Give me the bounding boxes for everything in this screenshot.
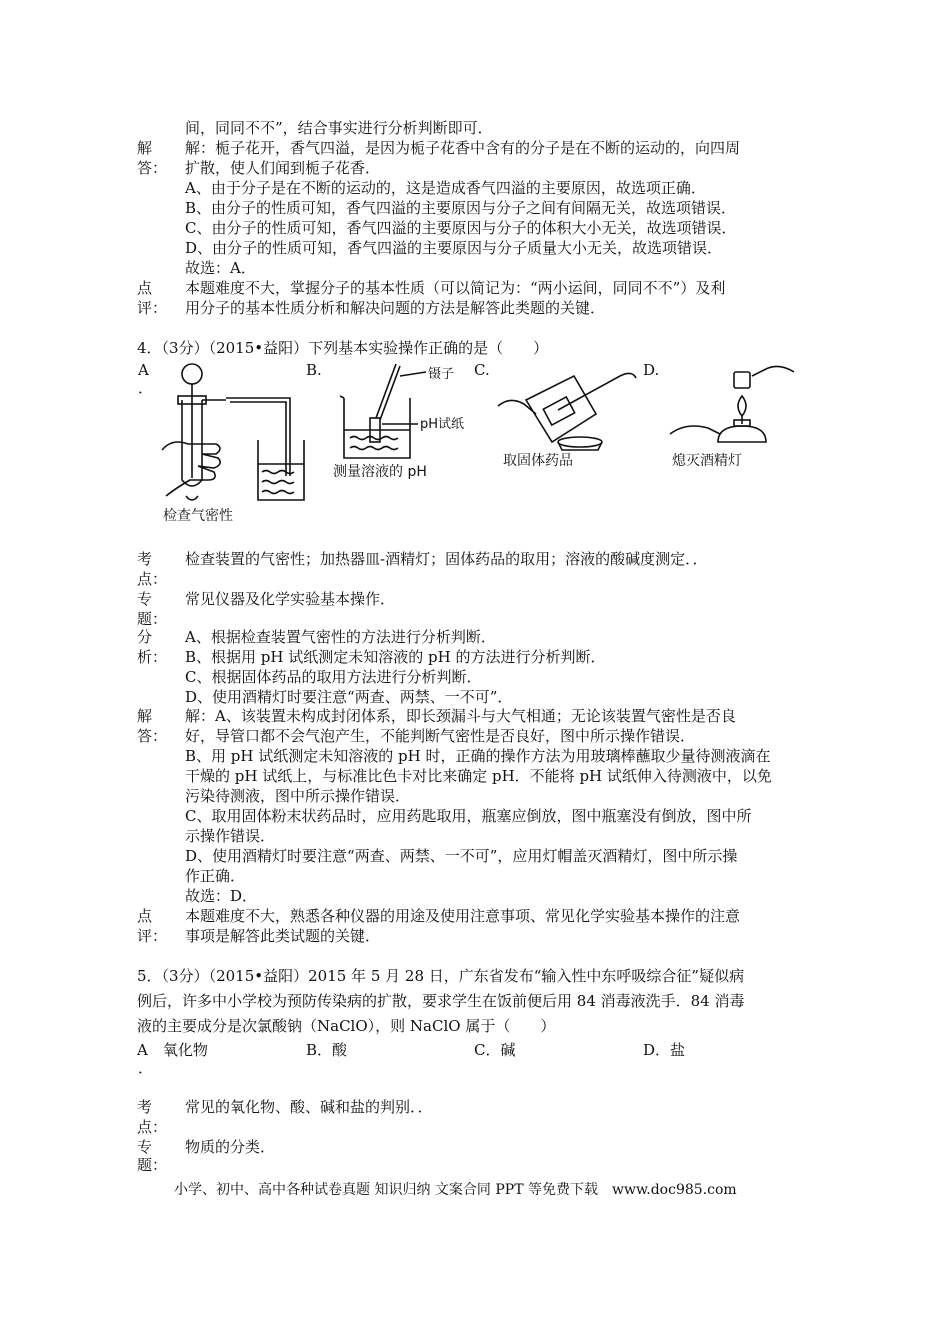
q4-fenxi-line: B、根据用 pH 试纸测定未知溶液的 pH 的方法进行分析判断． — [185, 648, 606, 666]
q4-zhuanti-label-2: 题： — [137, 610, 168, 628]
q3-answer-label: 解 — [137, 139, 153, 157]
q4-fenxi-line: A、根据检查装置气密性的方法进行分析判断． — [185, 628, 496, 646]
caption-c: 取固体药品 — [503, 453, 573, 469]
q4-fenxi-line: C、根据固体药品的取用方法进行分析判断． — [185, 668, 482, 686]
q4-jieda-line: 作正确． — [185, 867, 246, 885]
q4-dianping-line: 事项是解答此类试题的关键． — [185, 927, 381, 945]
q3-answer-line: 解：栀子花开，香气四溢，是因为栀子花香中含有的分子是在不断的运动的，向四周 — [185, 139, 741, 157]
q4-option-c-letter: C. — [474, 361, 490, 379]
q4-jieda-line: D、使用酒精灯时要注意“两查、两禁、一不可”，应用灯帽盖灭酒精灯，图中所示操 — [185, 847, 738, 865]
q4-option-a-dot: ． — [138, 379, 154, 397]
q5-kaodian-label-2: 点： — [137, 1118, 168, 1136]
page-footer: 小学、初中、高中各种试卷真题 知识归纳 文案合同 PPT 等免费下载 www.doc985.com — [174, 1182, 737, 1198]
q3-answer-line: 故选：A． — [185, 259, 256, 277]
caption-b-ph-paper: pH试纸 — [420, 417, 465, 432]
q4-dianping-label: 点 — [137, 907, 153, 925]
q5-option-c: C．碱 — [474, 1041, 516, 1059]
q4-jieda-line: 干燥的 pH 试纸上，与标准比色卡对比来确定 pH．不能将 pH 试纸伸入待测液中，以免 — [185, 767, 772, 785]
q4-fenxi-label-2: 析： — [137, 648, 168, 666]
q4-jieda-label-2: 答： — [137, 727, 168, 745]
q4-dianping-label-2: 评： — [137, 927, 168, 945]
caption-a: 检查气密性 — [163, 508, 233, 524]
q5-option-b: B．酸 — [306, 1041, 348, 1059]
caption-b: 测量溶液的 pH — [333, 464, 427, 480]
q5-stem-line: 液的主要成分是次氯酸钠（NaClO），则 NaClO 属于（ ） — [137, 1017, 556, 1035]
q4-fenxi-line: D、使用酒精灯时要注意“两查、两禁、一不可”． — [185, 688, 513, 706]
q3-answer-line: A、由于分子是在不断的运动的，这是造成香气四溢的主要原因，故选项正确． — [185, 179, 706, 197]
q5-kaodian: 常见的氧化物、酸、碱和盐的判别．． — [185, 1098, 433, 1116]
q4-jieda-line: B、用 pH 试纸测定未知溶液的 pH 时，正确的操作方法为用玻璃棒蘸取少量待测液滴在 — [185, 747, 771, 765]
q3-analysis-continuation: 间，同同不不”，结合事实进行分析判断即可． — [185, 119, 493, 137]
figure-a-airtightness-check — [158, 360, 308, 505]
caption-b-tweezers: 镊子 — [428, 367, 455, 382]
q3-answer-line: B、由分子的性质可知，香气四溢的主要原因与分子之间有间隔无关，故选项错误． — [185, 199, 737, 217]
q5-option-a: A 氧化物 — [137, 1041, 208, 1059]
q4-jieda-line: 解：A、该装置未构成封闭体系，即长颈漏斗与大气相通；无论该装置气密性是否良 — [185, 707, 736, 725]
caption-d: 熄灭酒精灯 — [672, 453, 742, 469]
q4-fenxi-label: 分 — [137, 628, 153, 646]
q3-answer-line: 扩散，使人们闻到栀子花香． — [185, 159, 381, 177]
q5-kaodian-label: 考 — [137, 1098, 153, 1116]
q5-option-d: D．盐 — [643, 1041, 686, 1059]
q5-option-dot: ． — [138, 1059, 154, 1077]
q5-zhuanti-label-2: 题： — [137, 1156, 168, 1174]
q4-option-b-letter: B. — [306, 361, 322, 379]
q3-comment-line: 本题难度不大，掌握分子的基本性质（可以简记为：“两小运间，同同不不”）及利 — [185, 279, 726, 297]
q4-kaodian-label-2: 点： — [137, 570, 168, 588]
q4-jieda-line: 故选：D． — [185, 887, 258, 905]
figure-d-alcohol-lamp — [668, 362, 798, 452]
q4-stem: 4．（3分）（2015•益阳）下列基本实验操作正确的是（ ） — [137, 339, 549, 357]
figure-c-solid-reagent — [496, 370, 646, 455]
q4-jieda-line: 好，导管口都不会气泡产生，不能判断气密性是否良好，图中所示操作错误． — [185, 727, 696, 745]
q4-kaodian: 检查装置的气密性；加热器皿-酒精灯；固体药品的取用；溶液的酸碱度测定．． — [185, 550, 708, 568]
q3-comment-label-2: 评： — [137, 299, 168, 317]
q3-comment-line: 用分子的基本性质分析和解决问题的方法是解答此类题的关键． — [185, 299, 606, 317]
q3-answer-label-2: 答： — [137, 159, 168, 177]
q5-stem-line: 5．（3分）（2015•益阳）2015 年 5 月 28 日，广东省发布“输入性中东呼吸综合征”疑似病 — [137, 967, 745, 985]
q4-jieda-line: C、取用固体粉末状药品时，应用药匙取用，瓶塞应倒放，图中瓶塞没有倒放，图中所 — [185, 807, 752, 825]
q4-zhuanti: 常见仪器及化学实验基本操作． — [185, 590, 396, 608]
q4-zhuanti-label: 专 — [137, 590, 153, 608]
q3-answer-line: C、由分子的性质可知，香气四溢的主要原因与分子的体积大小无关，故选项错误． — [185, 219, 737, 237]
q4-dianping-line: 本题难度不大，熟悉各种仪器的用途及使用注意事项、常见化学实验基本操作的注意 — [185, 907, 741, 925]
q5-zhuanti: 物质的分类． — [185, 1138, 276, 1156]
q4-jieda-line: 示操作错误． — [185, 827, 276, 845]
q4-jieda-label: 解 — [137, 707, 153, 725]
q4-option-a-letter: A — [138, 361, 149, 379]
q3-comment-label: 点 — [137, 279, 153, 297]
q4-kaodian-label: 考 — [137, 550, 153, 568]
q5-stem-line: 例后，许多中小学校为预防传染病的扩散，要求学生在饭前便后用 84 消毒液洗手．84 消毒 — [137, 992, 745, 1010]
q4-option-d-letter: D. — [643, 361, 660, 379]
q4-jieda-line: 污染待测液，图中所示操作错误． — [185, 787, 411, 805]
q3-answer-line: D、由分子的性质可知，香气四溢的主要原因与分子质量大小无关，故选项错误． — [185, 239, 723, 257]
q5-zhuanti-label: 专 — [137, 1138, 153, 1156]
